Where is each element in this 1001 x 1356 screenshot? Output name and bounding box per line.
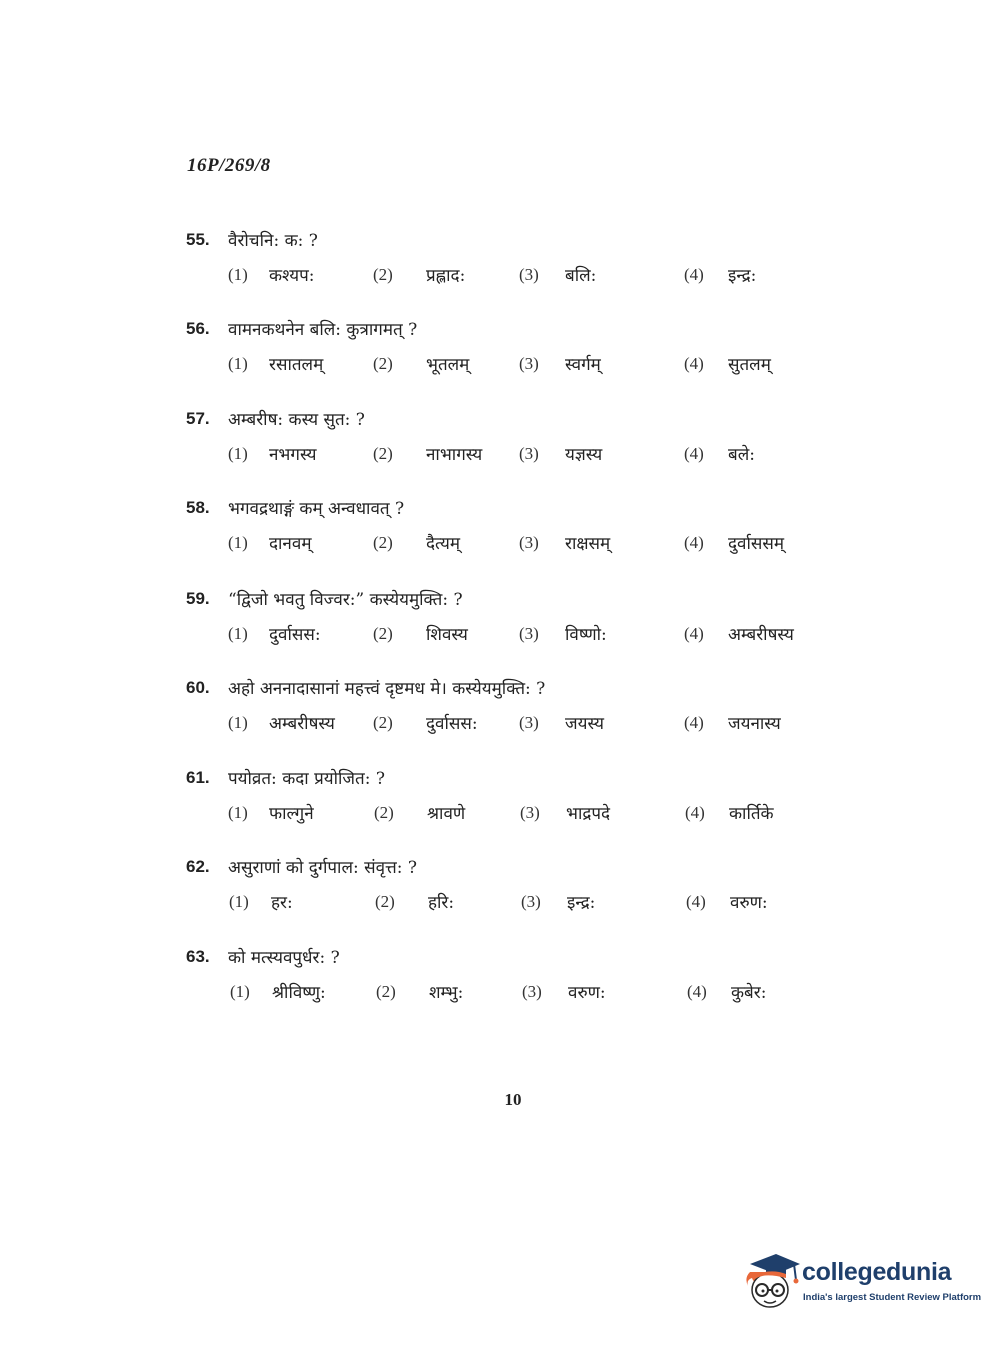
option-number: (3) bbox=[519, 533, 539, 552]
option-text: हरि: bbox=[428, 893, 455, 913]
option-number: (4) bbox=[684, 444, 704, 463]
option-text: यज्ञस्य bbox=[565, 445, 603, 465]
question-number: 59. bbox=[186, 589, 210, 608]
question-number: 57. bbox=[186, 409, 210, 428]
option-number: (3) bbox=[519, 624, 539, 643]
option-number: (4) bbox=[684, 533, 704, 552]
option-text: शिवस्य bbox=[426, 625, 468, 645]
question-60 bbox=[0, 676, 1001, 746]
question-number: 55. bbox=[186, 230, 210, 249]
option-text: विष्णो: bbox=[565, 625, 607, 645]
option-number: (2) bbox=[373, 624, 393, 643]
option-text: इन्द्र: bbox=[728, 266, 757, 286]
option-number: (4) bbox=[686, 892, 706, 911]
option-number: (4) bbox=[684, 354, 704, 373]
option-number: (1) bbox=[228, 533, 248, 552]
option-number: (1) bbox=[229, 892, 249, 911]
option-number: (2) bbox=[373, 713, 393, 732]
option-number: (1) bbox=[228, 265, 248, 284]
option-text: शम्भु: bbox=[429, 983, 464, 1003]
option-number: (3) bbox=[519, 354, 539, 373]
option-text: दुर्वाससम् bbox=[728, 534, 785, 554]
option-text: जयनास्य bbox=[728, 714, 781, 734]
option-text: अम्बरीषस्य bbox=[269, 714, 335, 734]
option-number: (2) bbox=[376, 982, 396, 1001]
question-number: 62. bbox=[186, 857, 210, 876]
question-text: अम्बरीष: कस्य सुत: ? bbox=[228, 410, 365, 430]
option-text: श्रीविष्णु: bbox=[272, 983, 326, 1003]
option-text: दुर्वासस: bbox=[426, 714, 478, 734]
option-number: (4) bbox=[687, 982, 707, 1001]
question-63 bbox=[0, 945, 1001, 1015]
question-text: वामनकथनेन बलि: कुत्रागमत् ? bbox=[228, 320, 418, 340]
option-number: (4) bbox=[684, 265, 704, 284]
option-text: श्रावणे bbox=[427, 804, 466, 824]
option-text: कार्तिके bbox=[729, 804, 774, 824]
option-number: (2) bbox=[373, 533, 393, 552]
option-text: सुतलम् bbox=[728, 355, 771, 375]
question-56 bbox=[0, 317, 1001, 387]
student-mascot-icon bbox=[742, 1250, 800, 1312]
option-text: दैत्यम् bbox=[426, 534, 460, 554]
option-text: फाल्गुने bbox=[269, 804, 314, 824]
option-number: (3) bbox=[522, 982, 542, 1001]
option-text: दानवम् bbox=[269, 534, 312, 554]
question-number: 61. bbox=[186, 768, 210, 787]
option-number: (1) bbox=[228, 803, 248, 822]
option-number: (3) bbox=[519, 265, 539, 284]
question-62 bbox=[0, 855, 1001, 925]
page-number: 10 bbox=[504, 1090, 522, 1109]
paper-code: 16P/269/8 bbox=[187, 155, 271, 176]
option-text: भूतलम् bbox=[426, 355, 470, 375]
question-number: 60. bbox=[186, 678, 210, 697]
question-number: 58. bbox=[186, 498, 210, 517]
option-number: (3) bbox=[519, 713, 539, 732]
option-text: प्रह्लाद: bbox=[426, 266, 466, 286]
option-text: अम्बरीषस्य bbox=[728, 625, 794, 645]
question-58 bbox=[0, 496, 1001, 566]
option-text: कुबेर: bbox=[731, 983, 767, 1003]
option-number: (4) bbox=[684, 624, 704, 643]
option-number: (1) bbox=[228, 624, 248, 643]
question-text: अहो अननादासानां महत्त्वं दृष्टमध मे। कस्येयमुक्ति: ? bbox=[228, 679, 546, 699]
option-text: स्वर्गम् bbox=[565, 355, 601, 375]
option-text: भाद्रपदे bbox=[566, 804, 611, 824]
option-number: (2) bbox=[374, 803, 394, 822]
option-number: (1) bbox=[228, 444, 248, 463]
option-text: कश्यप: bbox=[269, 266, 315, 286]
question-text: को मत्स्यवपुर्धर: ? bbox=[228, 948, 340, 968]
option-number: (4) bbox=[685, 803, 705, 822]
collegedunia-watermark bbox=[742, 1250, 982, 1312]
question-text: भगवद्रथाङ्गं कम् अन्वधावत् ? bbox=[228, 499, 405, 519]
option-number: (1) bbox=[228, 354, 248, 373]
option-number: (4) bbox=[684, 713, 704, 732]
question-61 bbox=[0, 766, 1001, 836]
option-text: इन्द्र: bbox=[567, 893, 596, 913]
option-number: (2) bbox=[373, 265, 393, 284]
option-text: वरुण: bbox=[730, 893, 768, 913]
option-number: (3) bbox=[521, 892, 541, 911]
option-text: बलि: bbox=[565, 266, 597, 286]
option-text: राक्षसम् bbox=[565, 534, 611, 554]
question-57 bbox=[0, 407, 1001, 477]
question-59 bbox=[0, 587, 1001, 657]
question-text: पयोव्रत: कदा प्रयोजित: ? bbox=[228, 769, 385, 789]
question-text: वैरोचनि: क: ? bbox=[228, 231, 318, 251]
option-number: (2) bbox=[373, 354, 393, 373]
option-number: (3) bbox=[519, 444, 539, 463]
option-text: हर: bbox=[271, 893, 293, 913]
question-text: “द्विजो भवतु विज्वर:” कस्येयमुक्ति: ? bbox=[228, 590, 463, 610]
option-text: वरुण: bbox=[568, 983, 606, 1003]
question-text: असुराणां को दुर्गपाल: संवृत्त: ? bbox=[228, 858, 418, 878]
option-text: रसातलम् bbox=[269, 355, 324, 375]
option-text: दुर्वासस: bbox=[269, 625, 321, 645]
option-number: (2) bbox=[375, 892, 395, 911]
option-text: नभगस्य bbox=[269, 445, 317, 465]
question-55 bbox=[0, 228, 1001, 298]
option-number: (1) bbox=[228, 713, 248, 732]
option-text: जयस्य bbox=[565, 714, 604, 734]
option-text: बले: bbox=[728, 445, 755, 465]
option-number: (2) bbox=[373, 444, 393, 463]
question-number: 63. bbox=[186, 947, 210, 966]
brand-name: collegedunia bbox=[802, 1258, 952, 1286]
question-number: 56. bbox=[186, 319, 210, 338]
option-number: (1) bbox=[230, 982, 250, 1001]
option-text: नाभागस्य bbox=[426, 445, 483, 465]
brand-tagline: India's largest Student Review Platform bbox=[803, 1292, 982, 1303]
option-number: (3) bbox=[520, 803, 540, 822]
